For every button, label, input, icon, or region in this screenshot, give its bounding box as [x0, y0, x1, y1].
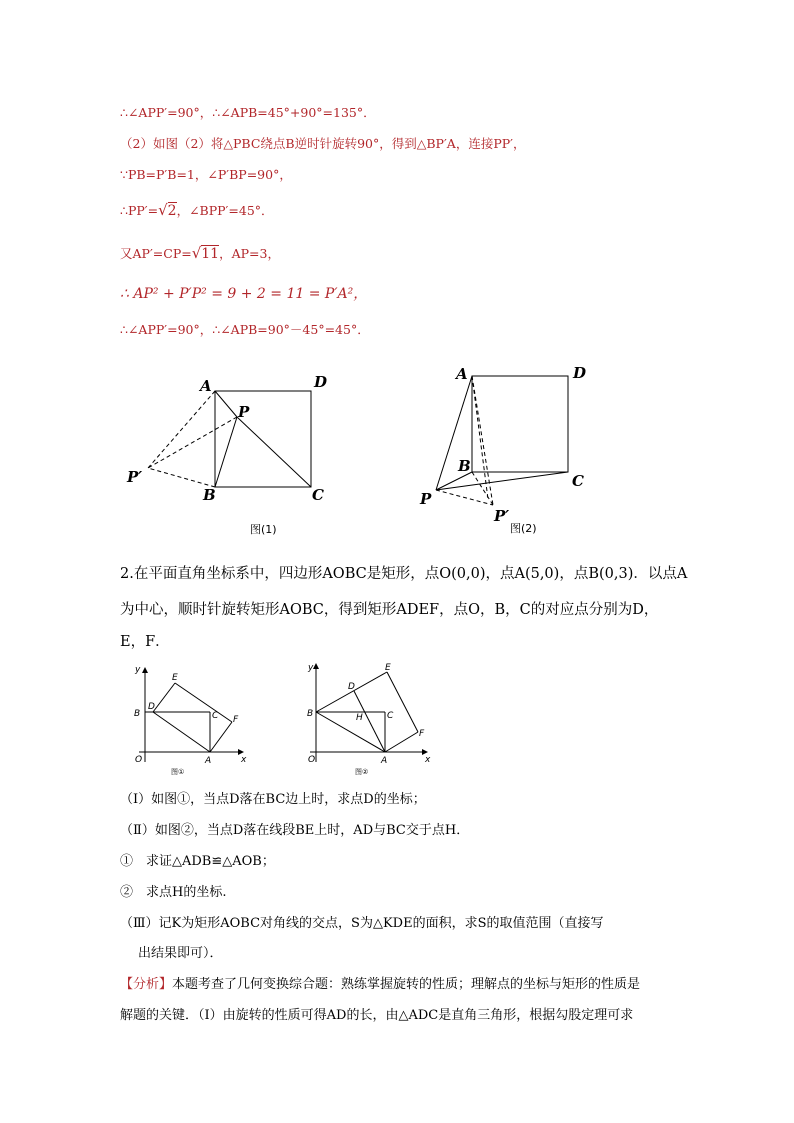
label-C: C: [572, 472, 584, 490]
problem2-line-3: E，F．: [120, 634, 170, 650]
square-ABCD-1: [215, 391, 311, 487]
sqrt-symbol: √: [158, 201, 168, 219]
analysis-text-1: 本题考查了几何变换综合题：熟练掌握旋转的性质；理解点的坐标与矩形的性质是: [172, 977, 641, 992]
square-rotation-figures: [110, 355, 610, 540]
segment-PC: [436, 472, 568, 490]
question-2-part-2: ② 求点H的坐标.: [120, 885, 227, 900]
segment-DA: [153, 712, 210, 752]
question-3-line-1: （Ⅲ）记K为矩形AOBC对角线的交点，S为△KDE的面积，求S的取值范围（直接写: [120, 916, 604, 931]
label-B: B: [458, 457, 471, 475]
figure-2: [436, 376, 568, 505]
segment-PC: [237, 417, 311, 487]
label-O: O: [135, 755, 143, 765]
label-A: A: [456, 365, 468, 383]
segment-AP: [215, 391, 237, 417]
dashed-AP-prime: [148, 391, 215, 468]
solution-line-4-a: ∴PP′=: [120, 203, 159, 218]
label-C: C: [312, 486, 324, 504]
question-1: （Ⅰ）如图①，当点D落在BC边上时，求点D的坐标；: [120, 792, 426, 807]
segment-BE: [316, 672, 387, 712]
label-B: B: [203, 486, 216, 504]
label-D: D: [148, 702, 155, 712]
label-B: B: [134, 709, 141, 719]
square-ABCD-2: [472, 376, 568, 472]
solution-line-4-b: ，∠BPP′=45°．: [176, 203, 274, 218]
axis-x-label: x: [241, 755, 247, 765]
dashed-BP-prime: [148, 468, 215, 487]
label-C: C: [212, 711, 219, 721]
problem2-line-1: 2.在平面直角坐标系中，四边形AOBC是矩形，点O(0,0)，点A(5,0)，点B(0,3)．以点A: [120, 566, 688, 582]
question-2-part-1: ① 求证△ADB≌△AOB；: [120, 854, 275, 869]
solution-line-7: ∴∠APP′=90°，∴∠APB=90°－45°=45°．: [120, 322, 370, 337]
solution-line-6: ∴ AP² + P′P² = 9 + 2 = 11 = P′A²，: [120, 286, 368, 302]
solution-line-5-b: ，AP=3，: [219, 246, 280, 261]
solution-line-2: （2）如图（2）将△PBC绕点B逆时针旋转90°，得到△BP′A，连接PP′，: [120, 136, 526, 151]
segment-EF: [175, 683, 232, 722]
axis-y-label: y: [135, 665, 141, 675]
question-3-line-2: 出结果即可）．: [138, 946, 223, 961]
label-D: D: [314, 373, 328, 391]
figure-circle-1: [139, 668, 243, 762]
question-2: （Ⅱ）如图②，当点D落在线段BE上时，AD与BC交于点H．: [120, 823, 470, 838]
solution-line-3: ∵PB=P′B=1，∠P′BP=90°，: [120, 167, 292, 182]
figure-circle-2: [310, 664, 427, 762]
solution-line-4: [120, 201, 274, 220]
figure-1: [148, 391, 311, 487]
segment-DE: [153, 683, 175, 712]
label-H: H: [356, 713, 363, 723]
analysis-tag: 【分析】: [120, 977, 173, 992]
label-B: B: [307, 709, 314, 719]
dashed-AP-prime: [472, 376, 493, 505]
label-P-prime: P′: [127, 468, 143, 486]
solution-line-5: [120, 244, 280, 263]
solution-line-1: ∴∠APP′=90°，∴∠APB=45°+90°=135°．: [120, 105, 376, 120]
label-O: O: [308, 755, 316, 765]
figure-caption-circle-2: 图②: [355, 768, 369, 776]
label-A: A: [205, 756, 212, 766]
analysis-line-2: 解题的关键．（Ⅰ）由旋转的性质可得AD的长，由△ADC是直角三角形，根据勾股定理可求: [120, 1008, 634, 1023]
coordinate-rotation-figures: [125, 660, 455, 780]
label-D: D: [573, 364, 587, 382]
sqrt-radicand-2: 2: [167, 203, 177, 219]
label-F: F: [419, 729, 425, 739]
label-P: P: [420, 490, 432, 508]
label-F: F: [233, 715, 239, 725]
segment-EF: [387, 672, 418, 732]
axis-y-label: y: [308, 663, 314, 673]
figure-caption-circle-1: 图①: [171, 768, 185, 776]
sqrt-symbol: √: [191, 244, 202, 262]
sqrt-radicand-11: 11: [201, 246, 220, 262]
label-P: P: [238, 403, 250, 421]
label-P-prime: P′: [494, 507, 510, 525]
analysis-line-1: [120, 976, 640, 994]
label-C: C: [387, 711, 394, 721]
dashed-AP-prime-2: [472, 376, 488, 499]
label-A: A: [381, 756, 388, 766]
label-A: A: [200, 377, 212, 395]
figure-caption-1: 图(1): [250, 523, 277, 536]
problem2-line-2: 为中心，顺时针旋转矩形AOBC，得到矩形ADEF，点O，B，C的对应点分别为D，: [120, 602, 659, 618]
figure-caption-2: 图(2): [510, 522, 537, 535]
label-D: D: [348, 682, 355, 692]
segment-FA: [385, 732, 418, 752]
label-E: E: [385, 663, 391, 673]
axis-x-label: x: [425, 755, 431, 765]
solution-line-5-a: 又AP′=CP=: [120, 246, 192, 261]
segment-FA: [210, 722, 232, 752]
label-E: E: [172, 673, 178, 683]
